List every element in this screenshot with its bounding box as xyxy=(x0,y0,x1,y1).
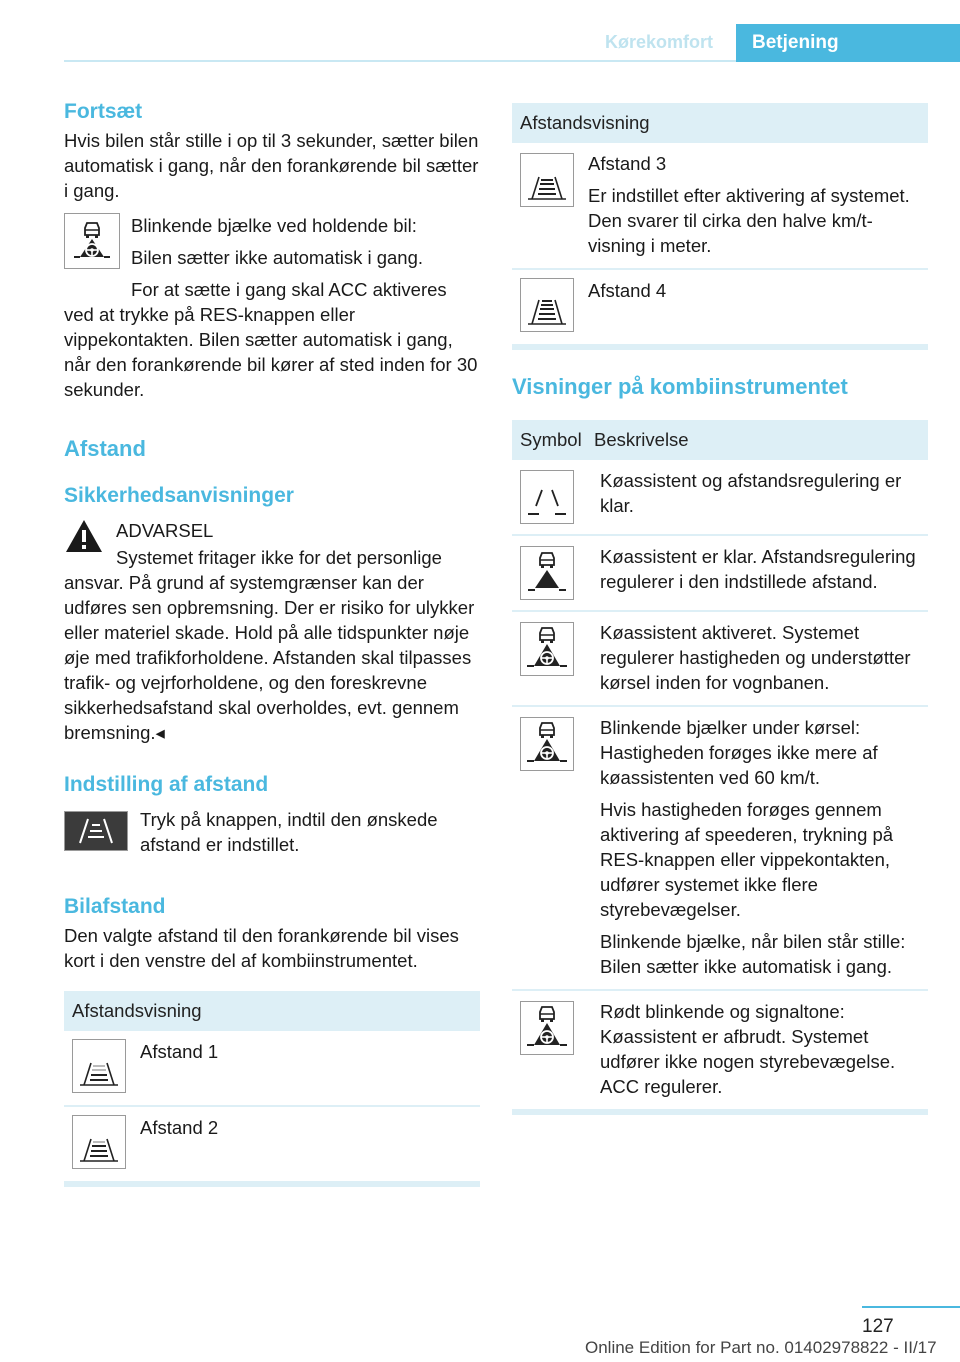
fortsaet-icon-caption: Blinkende bjælke ved holdende bil: xyxy=(131,215,417,236)
heading-indstilling: Indstilling af afstand xyxy=(64,773,269,796)
visning-4-text-a: Blinkende bjælker under kørsel: Hastigheden forøges ikke mere af køassistenten ved 60 km/t. xyxy=(600,717,878,788)
table-row xyxy=(512,143,928,270)
table-row xyxy=(512,612,928,707)
afstand-4-label: Afstand 4 xyxy=(588,280,667,301)
table-row xyxy=(512,270,928,346)
car-lane-wheel-icon xyxy=(520,1001,574,1055)
fortsaet-line3-a: For at sætte i gang skal ACC aktiveres xyxy=(131,279,447,300)
warning-text-a: Systemet fritager ikke for det personlige xyxy=(116,547,442,568)
distance-3-icon xyxy=(520,153,574,207)
indstilling-block xyxy=(64,807,480,857)
afstand-table-left xyxy=(64,991,480,1187)
visning-1-text: Køassistent og afstandsregulering er klar. xyxy=(600,470,902,516)
heading-sikkerhed: Sikkerhedsanvisninger xyxy=(64,484,294,507)
table-row xyxy=(64,1107,480,1183)
car-lane-wheel-icon xyxy=(64,213,120,269)
warning-block xyxy=(64,518,480,570)
car-lane-wheel-icon xyxy=(520,717,574,771)
left-column xyxy=(64,100,480,1187)
distance-1-icon xyxy=(72,1039,126,1093)
fortsaet-line2: Bilen sætter ikke automatisk i gang. xyxy=(131,247,424,268)
indstilling-text: Tryk på knappen, indtil den ønskede afstand er indstillet. xyxy=(140,809,438,855)
visning-2-text: Køassistent er klar. Afstandsregulering regulerer i den indstillede afstand. xyxy=(600,546,916,592)
heading-visninger: Visninger på kombiinstrumentet xyxy=(512,374,848,399)
right-column xyxy=(512,103,928,1115)
table-row xyxy=(512,536,928,612)
distance-2-icon xyxy=(72,1115,126,1169)
table-row xyxy=(64,1031,480,1107)
col-symbol: Symbol xyxy=(520,429,582,450)
car-lane-wheel-icon xyxy=(520,622,574,676)
table-row xyxy=(512,707,928,991)
heading-bilafstand: Bilafstand xyxy=(64,895,166,918)
afstand-3-label: Afstand 3 xyxy=(588,153,667,174)
distance-button-icon xyxy=(64,811,128,851)
heading-fortsaet: Fortsæt xyxy=(64,100,143,123)
warning-label: ADVARSEL xyxy=(116,520,214,541)
afstand-3-desc: Er indstillet efter aktivering af systemet. Den svarer til cirka den halve km/t-visning i meter. xyxy=(588,185,910,256)
afstand-table-header: Afstandsvisning xyxy=(64,991,480,1031)
afstand-2-label: Afstand 2 xyxy=(140,1117,219,1138)
table-end-rule xyxy=(512,1111,928,1115)
visninger-table xyxy=(512,420,928,1115)
visning-4-text-b: Hvis hastigheden forøges gennem aktivering af speederen, trykning på RES-knappen eller vippekontakten, udfører systemet ikke flere styrebevægelser. xyxy=(600,799,894,920)
warning-text-b: ansvar. På grund af systemgrænser kan der udføres sen opbremsning. Der er risiko for ulykker eller materiel skade. Hold på alle tidspunkter nøje øje med trafikforholdene. Afstanden skal tilpasses trafik- og vejrforholdene, og den foreskrevne sikkerhedsafstand skal overholdes, evt. gennem bremsning.◂ xyxy=(64,572,475,743)
afstand-1-label: Afstand 1 xyxy=(140,1041,219,1062)
afstand-table-right xyxy=(512,103,928,350)
footer-edition: Online Edition for Part no. 01402978822 - II/17 xyxy=(585,1338,937,1357)
footer-rule xyxy=(862,1306,960,1308)
car-lane-icon xyxy=(520,546,574,600)
visning-3-text: Køassistent aktiveret. Systemet regulerer hastigheden og understøtter kørsel inden for vognbanen. xyxy=(600,622,911,693)
header-tab-section: Kørekomfort xyxy=(604,32,713,52)
table-end-rule xyxy=(512,346,928,350)
fortsaet-icon-block xyxy=(64,213,480,302)
table-row xyxy=(512,991,928,1111)
heading-afstand: Afstand xyxy=(64,436,146,461)
table-row xyxy=(512,460,928,536)
visning-4-text-c: Blinkende bjælke, når bilen står stille: Bilen sætter ikke automatisk i gang. xyxy=(600,931,906,977)
fortsaet-line3-b: ved at trykke på RES-knappen eller vippekontakten. Bilen sætter automatisk i gang, når den forankørende bil kører af sted inden for 30 sekunder. xyxy=(64,304,478,400)
visninger-table-header xyxy=(512,420,928,460)
lane-lines-icon xyxy=(520,470,574,524)
warning-triangle-icon xyxy=(64,518,104,554)
page-number: 127 xyxy=(862,1316,894,1337)
table-end-rule xyxy=(64,1183,480,1187)
afstand-table-header: Afstandsvisning xyxy=(512,103,928,143)
header-tab-chapter: Betjening xyxy=(736,24,960,62)
visning-5-text: Rødt blinkende og signaltone: Køassistent er afbrudt. Systemet udfører ikke nogen styrebevægelse. ACC regulerer. xyxy=(600,1001,896,1097)
fortsaet-paragraph: Hvis bilen står stille i op til 3 sekunder, sætter bilen automatisk i gang, når den forankørende bil sætter i gang. xyxy=(64,130,479,201)
distance-4-icon xyxy=(520,278,574,332)
col-beskrivelse: Beskrivelse xyxy=(594,429,689,450)
bilafstand-text: Den valgte afstand til den forankørende bil vises kort i den venstre del af kombiinstrumentet. xyxy=(64,925,459,971)
